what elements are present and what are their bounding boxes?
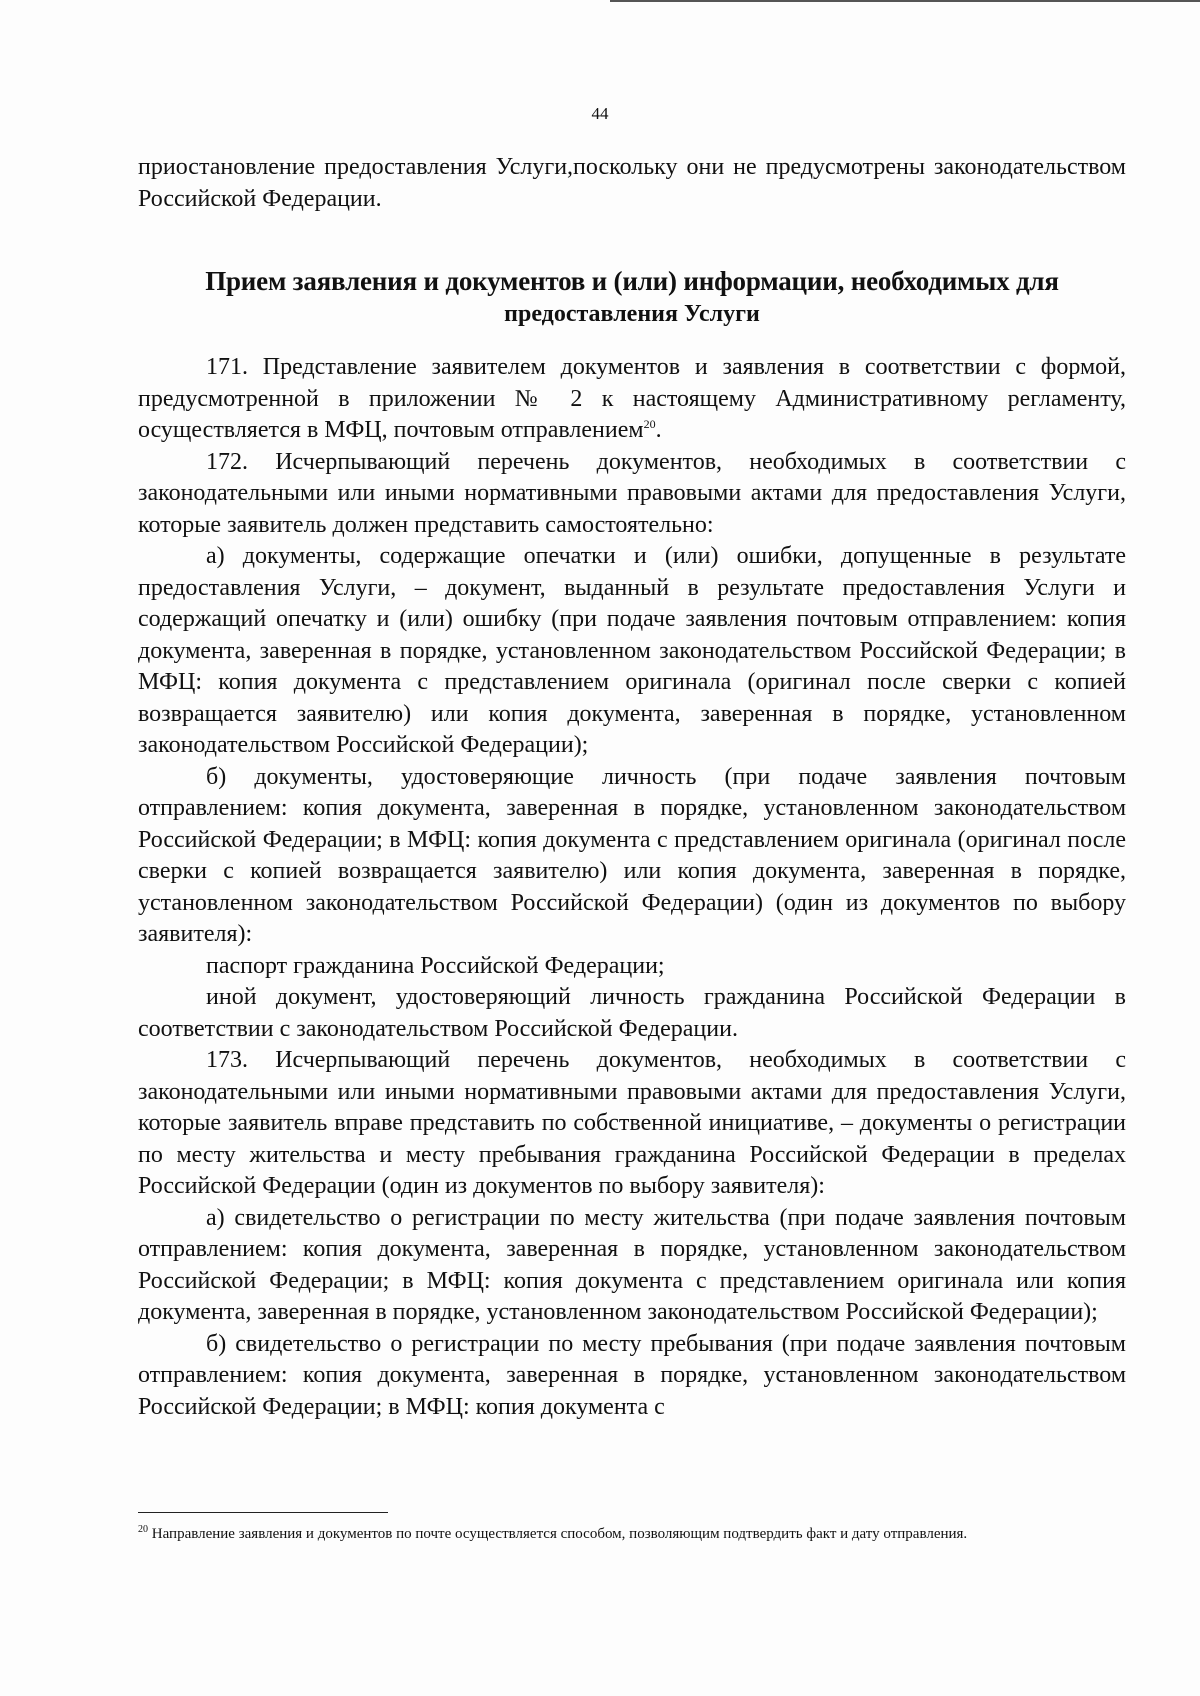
continuation-paragraph: приостановление предоставления Услуги,поскольку они не предусмотрены законодательством Российской Федерации. (138, 154, 1126, 212)
paragraph-173-a: а) свидетельство о регистрации по месту жительства (при подаче заявления почтовым отправлением: копия документа, заверенная в порядке, установленном законодательством Российской Федерации; в МФЦ: копия документа с представлением оригинала или копия документа, заверенная в порядке, установленном законодательством Российской Федерации); (138, 1204, 1126, 1325)
paragraph-171-end: . (655, 417, 662, 443)
section-heading-line-2: предоставления Услуги (504, 301, 760, 327)
paragraph-173: 173. Исчерпывающий перечень документов, необходимых в соответствии с законодательными или иными нормативными правовыми актами для предоставления Услуги, которые заявитель вправе представить по собственной инициативе, – документы о регистрации по месту жительства и месту пребывания гражданина Российской Федерации в пределах Российской Федерации (один из документов по выбору заявителя): (138, 1047, 1126, 1199)
paragraph-172-b: б) документы, удостоверяющие личность (при подаче заявления почтовым отправлением: копия документа, заверенная в порядке, установленном законодательством Российской Федерации; в МФЦ: копия документа с представлением оригинала (оригинал после сверки с копией возвращается заявителю) или копия документа, заверенная в порядке, установленном законодательством Российской Федерации) (один из документов по выбору заявителя): (138, 763, 1126, 947)
paragraph-173-b: б) свидетельство о регистрации по месту пребывания (при подаче заявления почтовым отправлением: копия документа, заверенная в порядке, установленном законодательством Российской Федерации; в МФЦ: копия документа с (138, 1330, 1126, 1420)
paragraph-171 (138, 352, 1126, 447)
scan-edge-line (610, 0, 1200, 2)
section-heading (138, 264, 1126, 330)
footnote-reference: 20 (643, 417, 656, 431)
page-number: 44 (591, 104, 609, 123)
list-item-other-document: иной документ, удостоверяющий личность гражданина Российской Федерации в соответствии с законодательством Российской Федерации. (138, 984, 1126, 1042)
paragraph-172: 172. Исчерпывающий перечень документов, необходимых в соответствии с законодательными или иными нормативными правовыми актами для предоставления Услуги, которые заявитель должен представить самостоятельно: (138, 448, 1126, 538)
section-heading-line-1: Прием заявления и документов и (или) информации, необходимых для (205, 266, 1059, 296)
paragraph-172-a: а) документы, содержащие опечатки и (или) ошибки, допущенные в результате предоставления Услуги, – документ, выданный в результате предоставления Услуги и содержащий опечатку и (или) ошибку (при подаче заявления почтовым отправлением: копия документа, заверенная в порядке, установленном законодательством Российской Федерации; в МФЦ: копия документа с представлением оригинала (оригинал после сверки с копией возвращается заявителю) или копия документа, заверенная в порядке, установленном законодательством Российской Федерации); (138, 543, 1126, 758)
footnote (138, 1521, 1088, 1547)
list-item-passport: паспорт гражданина Российской Федерации; (206, 952, 665, 979)
paragraph-171-text: 171. Представление заявителем документов и заявления в соответствии с формой, предусмотренной в приложении № 2 к настоящему Административному регламенту, осуществляется в МФЦ, почтовым отправлением (138, 354, 1126, 443)
footnote-number: 20 (138, 1524, 148, 1535)
footnote-separator (138, 1512, 388, 1513)
continuation-text (138, 152, 1126, 215)
document-body (138, 352, 1126, 1423)
footnote-text: Направление заявления и документов по почте осуществляется способом, позволяющим подтвердить факт и дату отправления. (148, 1526, 968, 1542)
